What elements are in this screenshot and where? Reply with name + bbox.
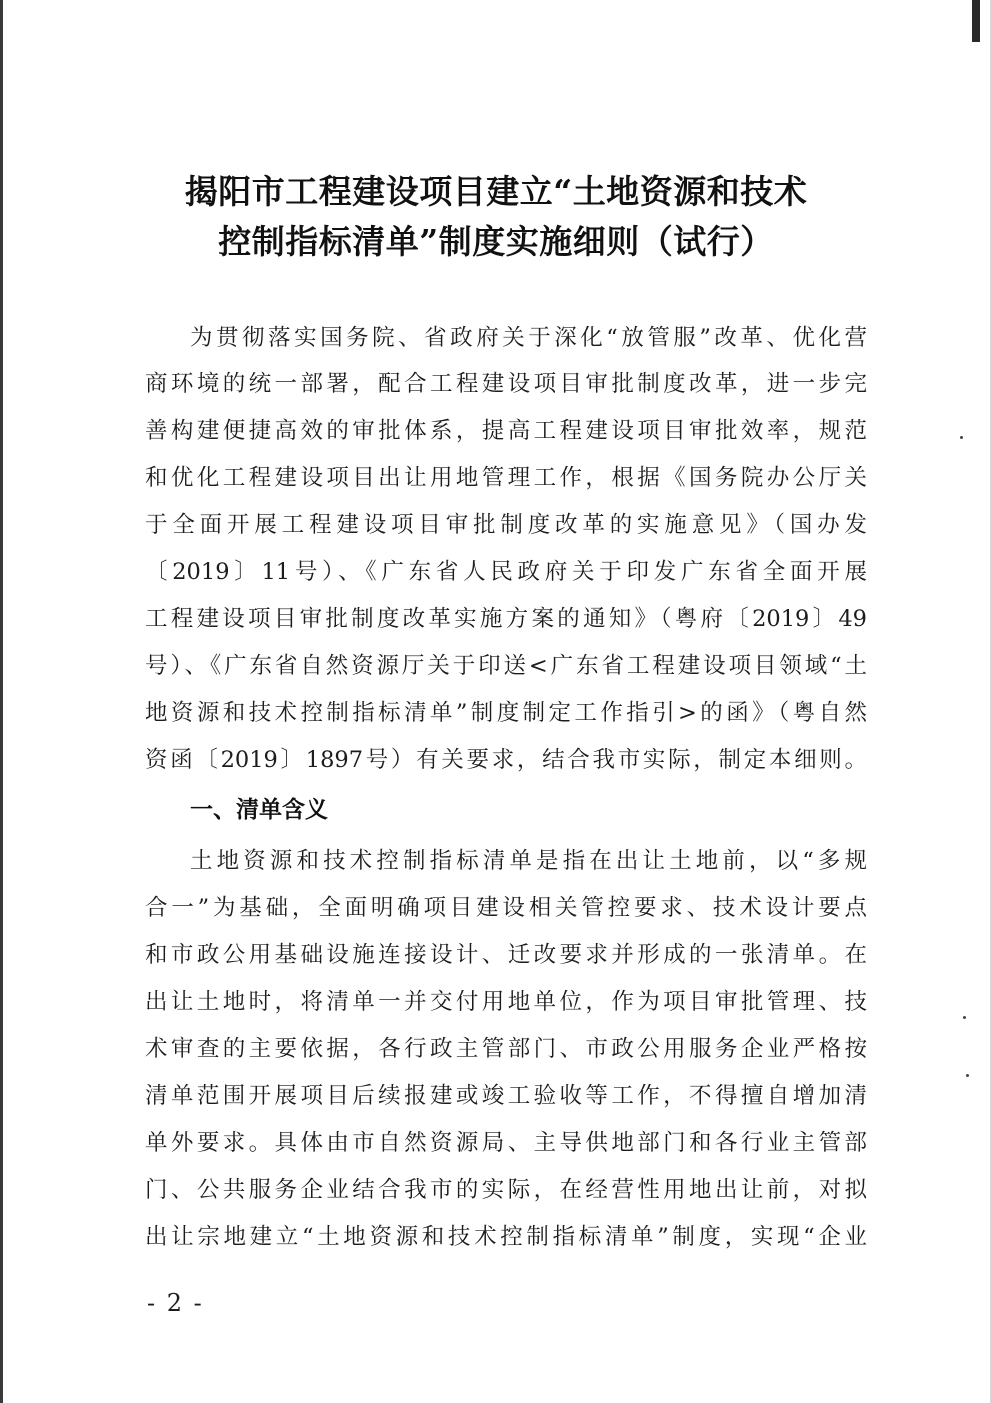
paragraph-line: 术审查的主要依据，各行政主管部门、市政公用服务企业严格按 (145, 1036, 867, 1062)
paragraph-line: 合一”为基础，全面明确项目建设相关管控要求、技术设计要点 (145, 895, 867, 921)
paragraph-line: 商环境的统一部署，配合工程建设项目审批制度改革，进一步完 (145, 371, 867, 397)
scan-corner-mark (972, 0, 980, 42)
paragraph-line: 〔2019〕11号）、《广东省人民政府关于印发广东省全面开展 (145, 559, 867, 585)
section-heading: 一、清单含义 (190, 796, 328, 823)
paragraph-line: 于全面开展工程建设项目审批制度改革的实施意见》（国办发 (145, 512, 867, 538)
paragraph-line: 出让宗地建立“土地资源和技术控制指标清单”制度，实现“企业 (145, 1224, 867, 1250)
scan-speck (963, 1016, 966, 1019)
paragraph-line: 地资源和技术控制指标清单”制度制定工作指引>的函》（粤自然 (145, 700, 867, 726)
paragraph-line: 号）、《广东省自然资源厅关于印送<广东省工程建设项目领域“土 (145, 653, 867, 679)
scan-speck (960, 436, 963, 439)
page-number: - 2 - (147, 1289, 204, 1317)
paragraph-line: 工程建设项目审批制度改革实施方案的通知》（粤府〔2019〕49 (145, 606, 867, 632)
scan-speck (966, 1074, 969, 1077)
paragraph-line: 和优化工程建设项目出让用地管理工作，根据《国务院办公厅关 (145, 465, 867, 491)
paragraph-line: 土地资源和技术控制指标清单是指在出让土地前，以“多规 (190, 848, 867, 874)
paragraph-line: 和市政公用基础设施连接设计、迁改要求并形成的一张清单。在 (145, 942, 867, 968)
paragraph-line: 清单范围开展项目后续报建或竣工验收等工作，不得擅自增加清 (145, 1083, 867, 1109)
paragraph-line: 为贯彻落实国务院、省政府关于深化“放管服”改革、优化营 (190, 325, 867, 351)
paragraph-line: 资函〔2019〕1897号）有关要求，结合我市实际，制定本细则。 (145, 747, 867, 773)
paragraph-line: 出让土地时，将清单一并交付用地单位，作为项目审批管理、技 (145, 989, 867, 1015)
paragraph-line: 单外要求。具体由市自然资源局、主导供地部门和各行业主管部 (145, 1130, 867, 1156)
paragraph-line: 善构建便捷高效的审批体系，提高工程建设项目审批效率，规范 (145, 418, 867, 444)
document-title-line-2: 控制指标清单”制度实施细则（试行） (218, 222, 774, 261)
document-title-line-1: 揭阳市工程建设项目建立“土地资源和技术 (184, 172, 808, 211)
paragraph-line: 门、公共服务企业结合我市的实际，在经营性用地出让前，对拟 (145, 1177, 867, 1203)
